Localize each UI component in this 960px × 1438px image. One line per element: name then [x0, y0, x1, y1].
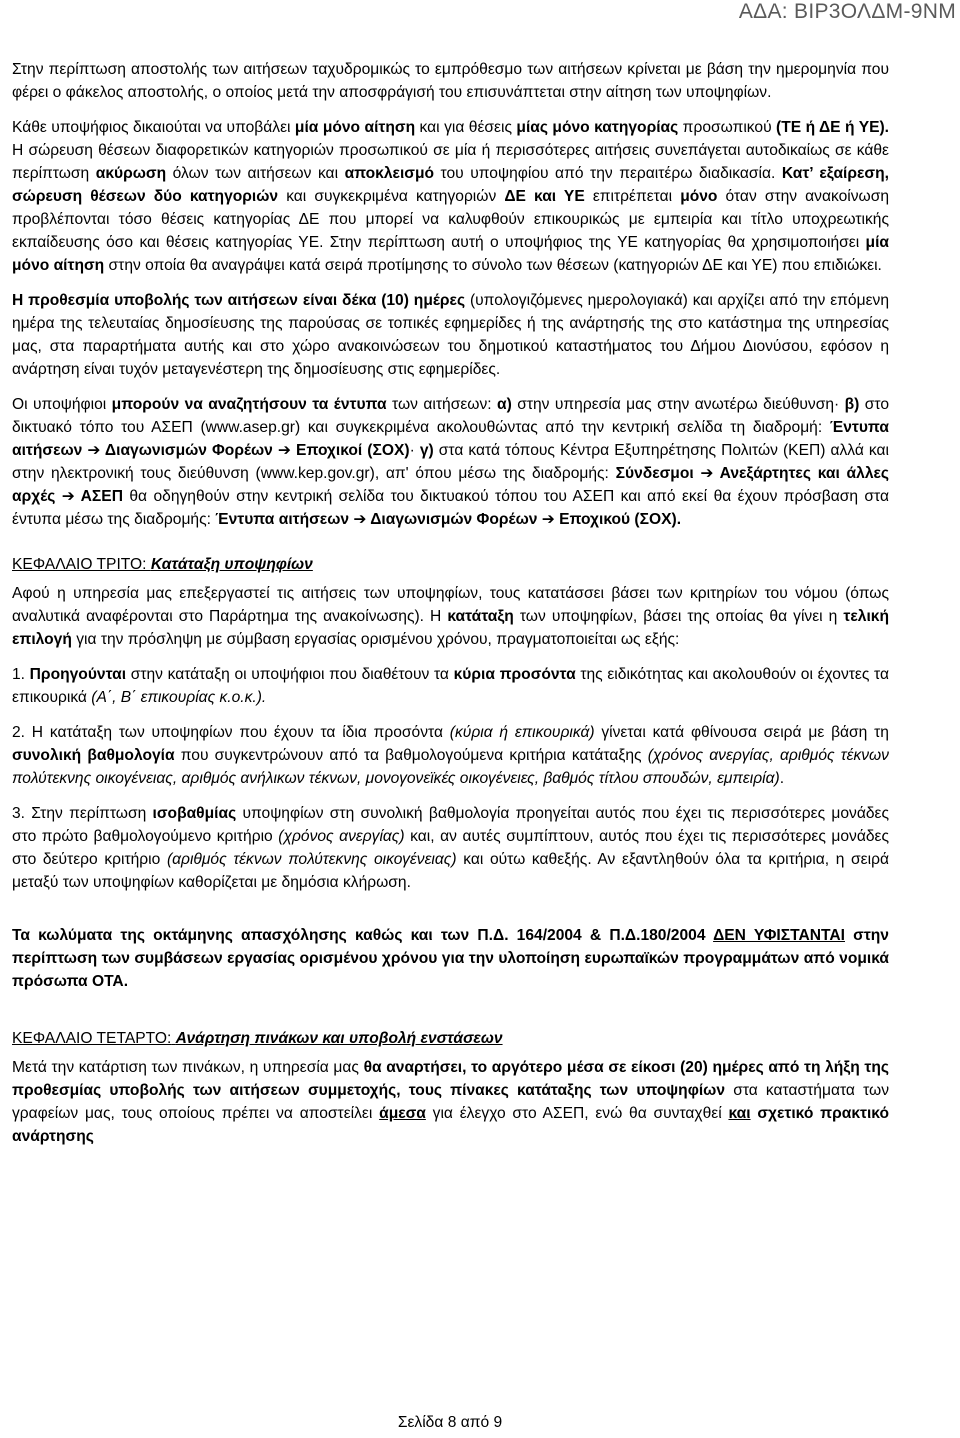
- chapter-three-title: Κατάταξη υποψηφίων: [150, 556, 313, 573]
- text-run: Μετά την κατάρτιση των πινάκων, η υπηρεσία μας: [12, 1059, 364, 1076]
- chapter-four-title: Ανάρτηση πινάκων και υποβολή ενστάσεων: [175, 1030, 503, 1047]
- text-run: Τα κωλύματα της οκτάμηνης απασχόλησης καθώς και των Π.Δ. 164/2004 & Π.Δ.180/2004: [12, 927, 714, 944]
- text-run: Στην περίπτωση αποστολής των αιτήσεων ταχυδρομικώς το εμπρόθεσμο των αιτήσεων κρίνεται με βάση την ημερομηνία που φέρει ο φάκελος αποστολής, ο οποίος μετά την αποσφράγισή του επισυνάπτεται στην αίτηση των υποψηφίων.: [12, 61, 889, 101]
- text-run: β): [844, 396, 860, 413]
- text-run: Η σώρευση θέσεων διαφορετικών κατηγοριών προσωπικού σε μία ή περισσότερες αιτήσεις συνεπάγεται αυτοδικαίως σε κάθε περίπτωση: [12, 142, 889, 182]
- text-run: ·: [409, 442, 420, 459]
- text-run: συνολική βαθμολογία: [12, 747, 175, 764]
- text-run: του υποψηφίου από την περαιτέρω διαδικασία.: [434, 165, 782, 182]
- text-run: για την πρόσληψη με σύμβαση εργασίας ορισμένου χρόνου, πραγματοποιείται ως εξής:: [71, 631, 680, 648]
- chapter-four-heading: [12, 1027, 889, 1050]
- text-run: της ειδικότητας και ακολουθούν οι έχοντες τα επικουρικά: [12, 666, 890, 706]
- text-run: (κύρια ή επικουρικά): [449, 724, 595, 741]
- text-run: στην περίπτωση των συμβάσεων εργασίας ορισμένου χρόνου για την υλοποίηση ευρωπαϊκών προγραμμάτων από νομικά πρόσωπα ΟΤΑ.: [12, 927, 889, 990]
- text-run: τελική επιλογή: [12, 608, 889, 648]
- text-run: Σύνδεσμοι ➔ Ανεξάρτητες και άλλες αρχές ➔ ΑΣΕΠ: [12, 465, 890, 505]
- text-run: που συγκεντρώνουν από τα βαθμολογούμενα κριτήρια κατάταξης: [174, 747, 648, 764]
- text-run: ΔΕΝ ΥΦΙΣΤΑΝΤΑΙ: [713, 927, 845, 944]
- text-run: άμεσα: [379, 1105, 426, 1122]
- text-run: γ): [419, 442, 434, 459]
- text-run: σχετικό πρακτικό ανάρτησης: [12, 1105, 890, 1145]
- text-run: θα οδηγηθούν στην κεντρική σελίδα του δικτυακού τόπου του ΑΣΕΠ και από εκεί θα έχουν πρόσβαση στα έντυπα μέσω της διαδρομής:: [12, 488, 890, 528]
- text-run: στην κατάταξη οι υποψήφιοι που διαθέτουν τα: [126, 666, 454, 683]
- text-run: και: [728, 1105, 751, 1122]
- paragraph-restrictions: [12, 924, 889, 993]
- text-run: ακύρωση: [95, 165, 167, 182]
- text-run: (υπολογιζόμενες ημερολογιακά) και αρχίζει από την επόμενη ημέρα της τελευταίας δημοσίευσης της παρούσας σε τοπικές εφημερίδες ή της ανάρτησής της στο κατάστημα της υπηρεσίας μας, στα παραρτήματα αυτής και στο χώρο ανακοινώσεων του δημοτικού καταστήματος του Δήμου Διονύσου, εφόσον η ανάρτηση είναι τυχόν μεταγενέστερη της δημοσίευσης στις εφημερίδες.: [12, 292, 889, 378]
- text-run: όταν στην ανακοίνωση προβλέπονται τόσο θέσεις κατηγορίας ΔΕ που μπορεί να καλυφθούν επικουρικώς με εμπειρία και τίτλο υποχρεωτικής εκπαίδευσης όσο και θέσεις κατηγορίας ΥΕ. Στην περίπτωση αυτή ο υποψήφιος της ΥΕ κατηγορίας θα χρησιμοποιήσει: [12, 188, 889, 251]
- paragraph-ranking-rule-1: [12, 663, 889, 709]
- text-run: (χρόνος ανεργίας): [278, 828, 405, 845]
- text-run: και για θέσεις: [415, 119, 517, 136]
- text-run: επιτρέπεται: [584, 188, 681, 205]
- text-run: Έντυπα αιτήσεων ➔ Διαγωνισμών Φορέων ➔ Εποχικού (ΣΟΧ).: [215, 511, 682, 528]
- text-run: και ούτω καθεξής. Αν εξαντληθούν όλα τα κριτήρια, η σειρά μεταξύ των υποψηφίων καθορίζεται με δημόσια κλήρωση.: [12, 851, 889, 891]
- text-run: κύρια προσόντα: [453, 666, 576, 683]
- text-run: 3. Στην περίπτωση: [12, 805, 153, 822]
- text-run: .: [779, 770, 785, 787]
- text-run: και, αν αυτές συμπίπτουν, αυτός που έχει τις περισσότερες μονάδες στο δεύτερο κριτήριο: [12, 828, 890, 868]
- document-body: [12, 58, 889, 1160]
- chapter-three-heading: [12, 553, 889, 576]
- text-run: μπορούν να αναζητήσουν τα έντυπα: [111, 396, 387, 413]
- chapter-four-label: ΚΕΦΑΛΑΙΟ ΤΕΤΑΡΤΟ:: [12, 1030, 172, 1047]
- text-run: μία μόνο αίτηση: [294, 119, 416, 136]
- text-run: Η προθεσμία υποβολής των αιτήσεων είναι δέκα (10) ημέρες: [12, 292, 466, 309]
- text-run: στα καταστήματα των γραφείων μας, τους οποίους πρέπει να αποστείλει: [12, 1082, 889, 1122]
- text-run: (αριθμός τέκνων πολύτεκνης οικογένειας): [166, 851, 457, 868]
- text-run: 2. Η κατάταξη των υποψηφίων που έχουν τα ίδια προσόντα: [12, 724, 450, 741]
- paragraph-forms: [12, 393, 889, 531]
- text-run: στα κατά τόπους Κέντρα Εξυπηρέτησης Πολιτών (ΚΕΠ) αλλά και στην ηλεκτρονική τους διεύθυνση (www.kep.gov.gr), απ' όπου μέσω της διαδρομής:: [12, 442, 890, 482]
- text-run: των υποψηφίων, βάσει της οποίας θα γίνει η: [513, 608, 844, 625]
- text-run: για έλεγχο στο ΑΣΕΠ, ενώ θα συνταχθεί: [425, 1105, 729, 1122]
- text-run: Αφού η υπηρεσία μας επεξεργαστεί τις αιτήσεις των υποψηφίων, τους κατατάσσει βάσει των κριτηρίων του νόμου (όπως αναλυτικά αναφέρονται στο Παράρτημα της ανακοίνωσης). Η: [12, 585, 889, 625]
- text-run: Κατ’ εξαίρεση, σώρευση θέσεων δύο κατηγοριών: [12, 165, 889, 205]
- text-run: μόνο: [680, 188, 718, 205]
- text-run: στο δικτυακό τόπο του ΑΣΕΠ (www.asep.gr) και συγκεκριμένα ακολουθώντας από την κεντρική σελίδα τη διαδρομή:: [12, 396, 889, 436]
- chapter-three-label: ΚΕΦΑΛΑΙΟ ΤΡΙΤΟ:: [12, 556, 147, 573]
- text-run: κατάταξη: [447, 608, 514, 625]
- paragraph-tables-posting: [12, 1056, 889, 1148]
- text-run: Έντυπα αιτήσεων ➔ Διαγωνισμών Φορέων ➔ Εποχικοί (ΣΟΧ): [12, 419, 889, 459]
- text-run: (ΤΕ ή ΔΕ ή ΥΕ).: [776, 119, 890, 136]
- text-run: στην υπηρεσία μας στην ανωτέρω διεύθυνση·: [511, 396, 845, 413]
- text-run: μία μόνο αίτηση: [12, 234, 889, 274]
- text-run: προσωπικού: [678, 119, 777, 136]
- text-run: α): [497, 396, 512, 413]
- paragraph-ranking-intro: [12, 582, 889, 651]
- text-run: 1.: [12, 666, 30, 683]
- text-run: μίας μόνο κατηγορίας: [516, 119, 679, 136]
- text-run: και συγκεκριμένα κατηγοριών: [278, 188, 505, 205]
- text-run: των αιτήσεων:: [386, 396, 497, 413]
- paragraph-postal-submission: [12, 58, 889, 104]
- text-run: στην οποία θα αναγράψει κατά σειρά προτίμησης το σύνολο των θέσεων (κατηγοριών ΔΕ και ΥΕ) που επιδιώκει.: [104, 257, 882, 274]
- paragraph-ranking-rule-2: [12, 721, 889, 790]
- paragraph-deadline: [12, 289, 889, 381]
- text-run: (χρόνος ανεργίας, αριθμός τέκνων πολύτεκνης οικογένειας, αριθμός ανήλικων τέκνων, μονογονεϊκές οικογένειες, βαθμός τίτλου σπουδών, εμπειρία): [12, 747, 889, 787]
- paragraph-single-application: [12, 116, 889, 277]
- text-run: υποψηφίων στη συνολική βαθμολογία προηγείται αυτός που έχει τις περισσότερες μονάδες στο πρώτο βαθμολογούμενο κριτήριο: [12, 805, 889, 845]
- text-run: (Α΄, Β΄ επικουρίας κ.ο.κ.).: [91, 689, 267, 706]
- text-run: όλων των αιτήσεων και: [166, 165, 345, 182]
- text-run: Προηγούνται: [29, 666, 127, 683]
- text-run: αποκλεισμό: [344, 165, 435, 182]
- text-run: ΔΕ και ΥΕ: [504, 188, 585, 205]
- text-run: θα αναρτήσει, το αργότερο μέσα σε είκοσι (20) ημέρες από τη λήξη της προθεσμίας υποβολής των αιτήσεων συμμετοχής, τους πίνακες κατάταξης των υποψηφίων: [12, 1059, 889, 1099]
- ada-header: ΑΔΑ: ΒΙΡ3ΟΛΔΜ-9ΝΜ: [738, 0, 956, 23]
- text-run: ισοβαθμίας: [152, 805, 237, 822]
- text-run: γίνεται κατά φθίνουσα σειρά με βάση τη: [594, 724, 889, 741]
- paragraph-ranking-rule-3: [12, 802, 889, 894]
- page-number: Σελίδα 8 από 9: [397, 1414, 503, 1431]
- text-run: Κάθε υποψήφιος δικαιούται να υποβάλει: [12, 119, 295, 136]
- text-run: Οι υποψήφιοι: [12, 396, 112, 413]
